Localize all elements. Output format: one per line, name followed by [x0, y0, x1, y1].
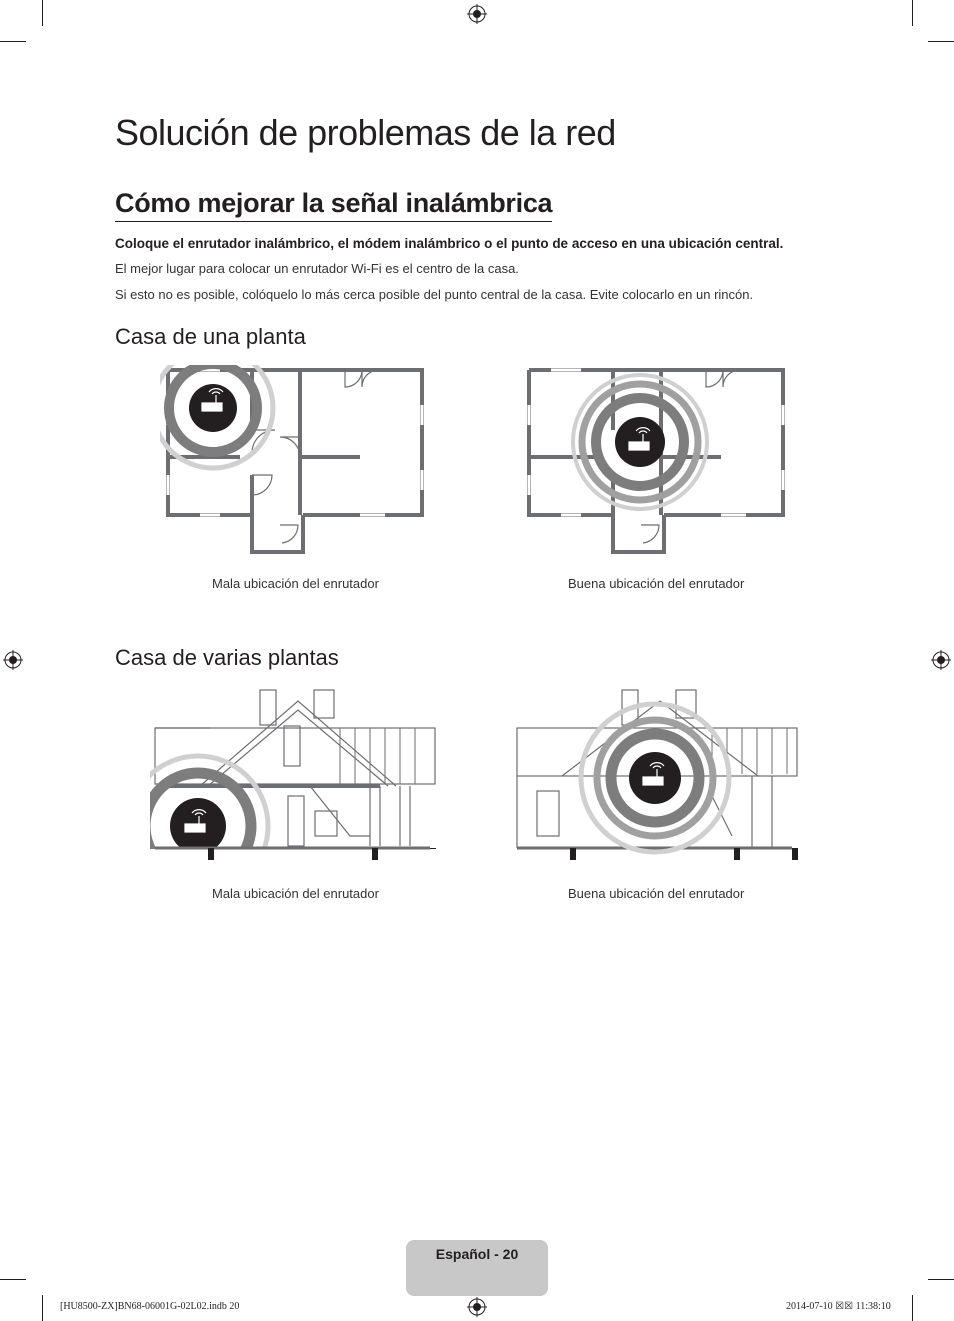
- section-title: Cómo mejorar la señal inalámbrica: [115, 188, 552, 222]
- crop-mark: [0, 1279, 26, 1280]
- single-story-good-caption: Buena ubicación del enrutador: [568, 576, 745, 591]
- single-story-heading: Casa de una planta: [115, 324, 306, 349]
- crop-mark: [928, 1279, 954, 1280]
- single-story-good-floorplan: [521, 365, 791, 560]
- registration-mark-icon: [931, 650, 951, 670]
- multi-story-heading: Casa de varias plantas: [115, 645, 339, 670]
- intro-text-line-2: Si esto no es posible, colóquelo lo más cerca posible del punto central de la casa. Evite colocarlo en un rincón.: [115, 287, 754, 302]
- footer-file-info: [HU8500-ZX]BN68-06001G-02L02.indb 20: [60, 1301, 240, 1312]
- crop-mark: [42, 0, 43, 26]
- page-number-label: Español - 20: [435, 1246, 519, 1262]
- multi-story-bad-caption: Mala ubicación del enrutador: [212, 886, 379, 901]
- multi-story-good-caption: Buena ubicación del enrutador: [568, 886, 745, 901]
- registration-mark-icon: [467, 1297, 487, 1317]
- crop-mark: [0, 41, 26, 42]
- multi-story-bad-house: [150, 686, 440, 866]
- page-title: Solución de problemas de la red: [115, 112, 616, 153]
- intro-bold-text: Coloque el enrutador inalámbrico, el módem inalámbrico o el punto de acceso en una ubicación central.: [115, 236, 784, 251]
- registration-mark-icon: [467, 4, 487, 24]
- intro-text-line-1: El mejor lugar para colocar un enrutador Wi-Fi es el centro de la casa.: [115, 261, 519, 276]
- crop-mark: [928, 41, 954, 42]
- footer-timestamp: 2014-07-10 ☒☒ 11:38:10: [786, 1301, 891, 1312]
- single-story-bad-floorplan: [160, 365, 430, 560]
- crop-mark: [912, 0, 913, 26]
- multi-story-good-house: [512, 686, 802, 866]
- single-story-bad-caption: Mala ubicación del enrutador: [212, 576, 379, 591]
- crop-mark: [42, 1295, 43, 1321]
- crop-mark: [912, 1295, 913, 1321]
- registration-mark-icon: [3, 650, 23, 670]
